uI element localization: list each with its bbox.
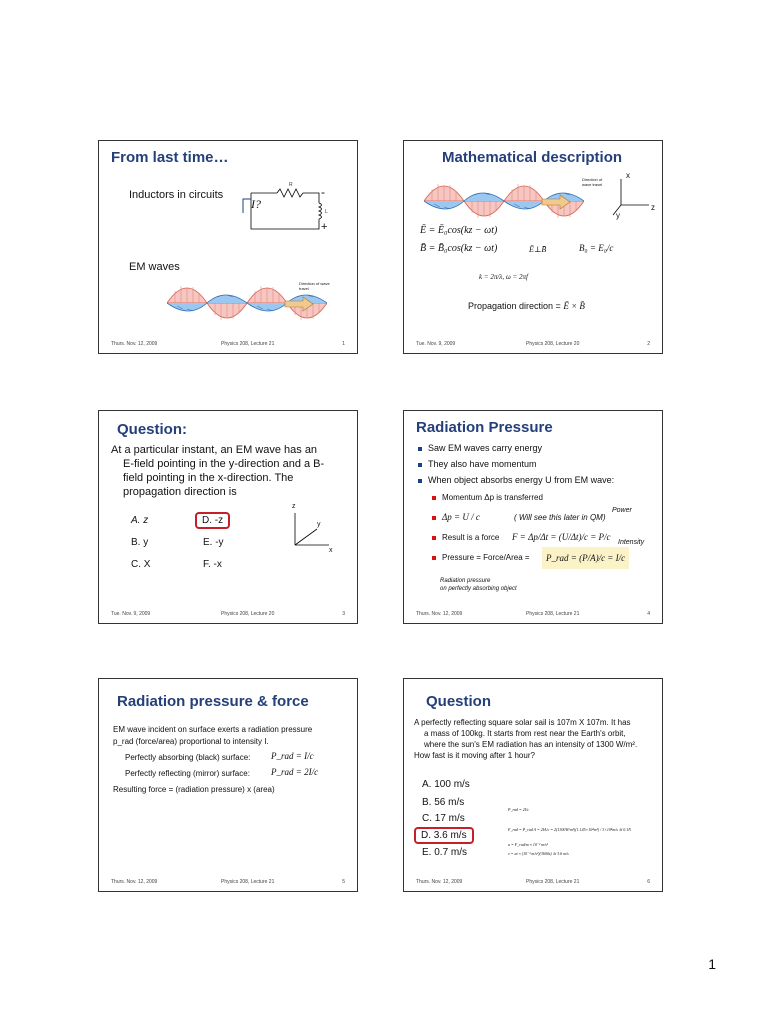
text-line-5: Resulting force = (radiation pressure) x (area) bbox=[113, 785, 275, 794]
current-label: I? bbox=[251, 197, 261, 211]
slide-title: Radiation Pressure bbox=[416, 419, 553, 436]
axis-y-label: y bbox=[616, 211, 620, 220]
answer-b[interactable]: B. 56 m/s bbox=[422, 797, 465, 808]
axis-z-label: z bbox=[651, 203, 655, 212]
perpendicular-relation: Ē⊥B̄ bbox=[529, 245, 547, 254]
propagation-line bbox=[468, 301, 585, 311]
answer-a[interactable]: A. z bbox=[131, 515, 149, 526]
slide-title: Question bbox=[426, 693, 492, 710]
slide-footer: Thurs. Nov. 12, 2009 Physics 208, Lecture 21 1 bbox=[111, 341, 345, 347]
slide-1 bbox=[98, 140, 358, 354]
answer-d-selected[interactable]: D. 3.6 m/s bbox=[414, 827, 474, 844]
slide-title: Radiation pressure & force bbox=[117, 693, 309, 710]
axis-y-label: y bbox=[317, 521, 321, 528]
axis-z-label: z bbox=[292, 503, 296, 510]
work-line-2: F_rad = P_rad A = 2IA/c = 2(1300W/m²)(1.145×10⁴m²) / 3×10⁸m/s ≅ 0.1N bbox=[508, 827, 631, 832]
question-text: At a particular instant, an EM wave has an E-field pointing in the y-direction and a B- field pointing in the x-direction. The propagation direction is bbox=[111, 444, 325, 498]
amplitude-ratio: B₀ = E₀/c bbox=[579, 243, 614, 253]
question-text: A perfectly reflecting square solar sail is 107m X 107m. It has a mass of 100kg. It starts from rest near the Earth's orbit, where the sun's EM radiation has an intensity of 1300 W/m². How fast is it moving after 1 hour? bbox=[414, 718, 638, 760]
page-number: 1 bbox=[708, 956, 716, 972]
sub-bullet-force: Result is a force bbox=[432, 533, 499, 542]
answer-a[interactable]: A. 100 m/s bbox=[422, 779, 470, 790]
slide-title: Question: bbox=[117, 421, 187, 438]
slide-3 bbox=[98, 410, 358, 624]
reflecting-equation: P_rad = 2I/c bbox=[271, 767, 319, 777]
qm-note: ( Will see this later in QM) bbox=[514, 513, 606, 522]
answer-b[interactable]: B. y bbox=[131, 537, 149, 548]
axis-x-label: x bbox=[329, 547, 333, 554]
text-line-2: p_rad (force/area) proportional to intensity I. bbox=[113, 737, 269, 746]
power-annotation: Power bbox=[612, 507, 632, 514]
k-omega-relation: k = 2π/λ, ω = 2πf bbox=[479, 273, 528, 281]
slide-footer: Thurs. Nov. 12, 2009 Physics 208, Lecture 21 4 bbox=[416, 611, 650, 617]
minus-sign: - bbox=[321, 185, 325, 199]
b-field-equation: B̄ = B̄₀cos(kz − ωt) bbox=[420, 243, 498, 254]
sub-bullet-momentum: Momentum Δp is transferred bbox=[432, 493, 543, 502]
answer-e[interactable]: E. 0.7 m/s bbox=[422, 847, 468, 858]
slide-footer: Tue. Nov. 9, 2009 Physics 208, Lecture 20 2 bbox=[416, 341, 650, 347]
work-line-1: P_rad = 2I/c bbox=[508, 807, 529, 812]
e-field-equation: Ē = Ē₀cos(kz − ωt) bbox=[420, 225, 498, 236]
slide-footer: Tue. Nov. 9, 2009 Physics 208, Lecture 20 3 bbox=[111, 611, 345, 617]
sub-bullet-dp: Δp = U / c bbox=[432, 512, 480, 522]
text-line-4: Perfectly reflecting (mirror) surface: bbox=[125, 769, 250, 778]
pressure-equation-highlight: P_rad = (P/A)/c = I/c bbox=[542, 547, 629, 569]
inductors-label: Inductors in circuits bbox=[129, 189, 224, 201]
propagation-label: Propagation direction = bbox=[468, 301, 564, 311]
slide-2 bbox=[403, 140, 663, 354]
bullet-2: They also have momentum bbox=[418, 459, 537, 469]
absorbing-equation: P_rad = I/c bbox=[271, 751, 314, 761]
sub-bullet-pressure: Pressure = Force/Area = bbox=[432, 553, 530, 562]
wave-caption: Direction of wave travel bbox=[299, 281, 330, 291]
svg-text:L: L bbox=[325, 209, 328, 215]
slide-4 bbox=[403, 410, 663, 624]
answer-c[interactable]: C. 17 m/s bbox=[422, 813, 465, 824]
wave-caption: Direction of wave travel bbox=[582, 177, 603, 187]
slide-6 bbox=[403, 678, 663, 892]
radiation-caption: Radiation pressure on perfectly absorbing object bbox=[440, 578, 517, 592]
slide-footer: Thurs. Nov. 12, 2009 Physics 208, Lecture 21 5 bbox=[111, 879, 345, 885]
answer-e[interactable]: E. -y bbox=[203, 537, 224, 548]
work-line-3: a = F_rad/m ≈ 10⁻³ m/s² bbox=[508, 842, 548, 847]
svg-text:R: R bbox=[289, 182, 293, 188]
answer-c[interactable]: C. X bbox=[131, 559, 151, 570]
work-line-4: v = at ≈ (10⁻³ m/s²)(3600s) ≅ 3.6 m/s bbox=[508, 851, 569, 856]
plus-sign: + bbox=[321, 221, 328, 233]
slide-title: Mathematical description bbox=[442, 149, 623, 166]
bullet-3: When object absorbs energy U from EM wave: bbox=[418, 475, 614, 485]
cross-product: Ē × B̄ bbox=[563, 301, 585, 311]
em-wave-diagram bbox=[424, 171, 584, 231]
slide-title: From last time… bbox=[111, 149, 229, 166]
text-line-1: EM wave incident on surface exerts a radiation pressure bbox=[113, 725, 313, 734]
bullet-1: Saw EM waves carry energy bbox=[418, 443, 542, 453]
intensity-annotation: Intensity bbox=[618, 539, 645, 546]
text-line-3: Perfectly absorbing (black) surface: bbox=[125, 753, 251, 762]
axis-x-label: x bbox=[626, 171, 630, 180]
force-equation: F = Δp/Δt = (U/Δt)/c = P/c bbox=[512, 532, 611, 542]
em-waves-label: EM waves bbox=[129, 261, 180, 273]
slide-5 bbox=[98, 678, 358, 892]
answer-f[interactable]: F. -x bbox=[203, 559, 222, 570]
slide-footer: Thurs. Nov. 12, 2009 Physics 208, Lecture 21 6 bbox=[416, 879, 650, 885]
answer-d-selected[interactable]: D. -z bbox=[195, 512, 230, 529]
